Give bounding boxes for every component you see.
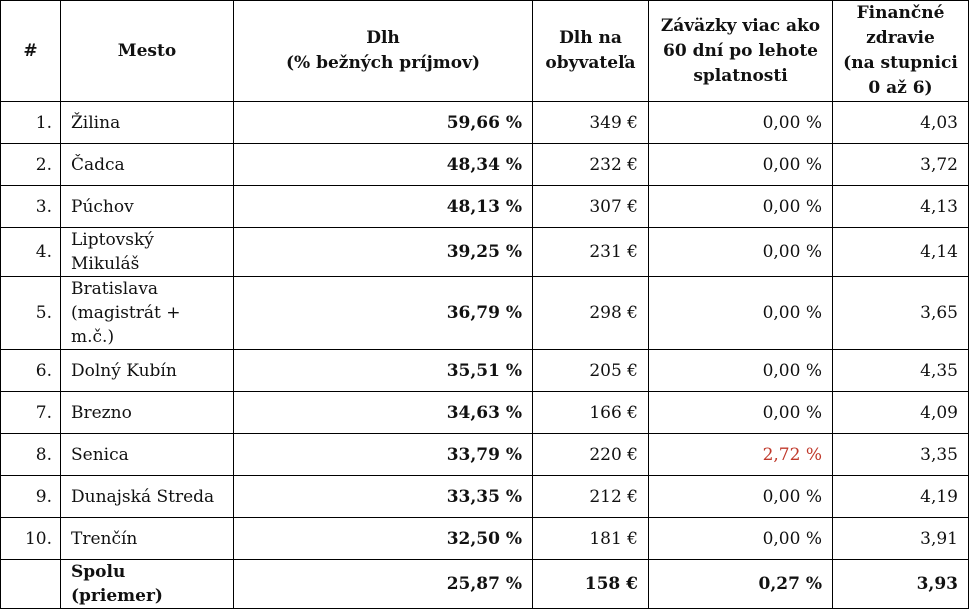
health-cell: 4,03: [833, 102, 969, 144]
header-per-capita: [533, 1, 649, 102]
table-row: [1, 476, 969, 518]
total-rank-cell: [1, 560, 61, 609]
table-row: [1, 228, 969, 277]
city-name: Bratislava: [71, 279, 159, 299]
header-rank: #: [1, 1, 61, 102]
table-row: [1, 518, 969, 560]
overdue-cell: 0,00 %: [649, 392, 833, 434]
header-overdue: [649, 1, 833, 102]
health-cell: 3,72: [833, 144, 969, 186]
per-capita-cell: 298 €: [533, 277, 649, 350]
city-cell: Brezno: [61, 392, 234, 434]
health-cell: 4,13: [833, 186, 969, 228]
rank-cell: 1.: [1, 102, 61, 144]
city-cell: Žilina: [61, 102, 234, 144]
overdue-cell: 0,00 %: [649, 518, 833, 560]
per-capita-cell: 232 €: [533, 144, 649, 186]
health-cell: 3,35: [833, 434, 969, 476]
header-health-line1: Finančné zdravie: [856, 3, 945, 48]
header-debt-line2: (% bežných príjmov): [285, 53, 481, 73]
table-row: [1, 186, 969, 228]
per-capita-cell: 349 €: [533, 102, 649, 144]
header-health-line2: (na stupnici 0 až 6): [843, 53, 958, 98]
health-cell: 3,65: [833, 277, 969, 350]
per-capita-cell: 231 €: [533, 228, 649, 277]
header-overdue-line2: 60 dní po lehote: [663, 40, 818, 61]
per-capita-cell: 212 €: [533, 476, 649, 518]
debt-cell: 36,79 %: [234, 277, 533, 350]
table-row: [1, 392, 969, 434]
debt-cell: 32,50 %: [234, 518, 533, 560]
health-cell: 4,19: [833, 476, 969, 518]
debt-cell: 39,25 %: [234, 228, 533, 277]
city-cell: Dunajská Streda: [61, 476, 234, 518]
debt-cell: 33,79 %: [234, 434, 533, 476]
rank-cell: 6.: [1, 350, 61, 392]
debt-cell: 35,51 %: [234, 350, 533, 392]
rank-cell: 8.: [1, 434, 61, 476]
header-row: [1, 1, 969, 102]
overdue-cell: 0,00 %: [649, 186, 833, 228]
per-capita-cell: 307 €: [533, 186, 649, 228]
rank-cell: 10.: [1, 518, 61, 560]
debt-cell: 34,63 %: [234, 392, 533, 434]
health-cell: 4,14: [833, 228, 969, 277]
total-health: 3,93: [833, 560, 969, 609]
total-per-capita: 158 €: [533, 560, 649, 609]
overdue-cell: 0,00 %: [649, 228, 833, 277]
table-row: [1, 434, 969, 476]
total-row: [1, 560, 969, 609]
overdue-cell-highlighted: 2,72 %: [649, 434, 833, 476]
per-capita-cell: 220 €: [533, 434, 649, 476]
debt-cell: 48,13 %: [234, 186, 533, 228]
city-cell: Púchov: [61, 186, 234, 228]
city-cell: Trenčín: [61, 518, 234, 560]
overdue-cell: 0,00 %: [649, 277, 833, 350]
health-cell: 4,35: [833, 350, 969, 392]
rank-cell: 4.: [1, 228, 61, 277]
overdue-cell: 0,00 %: [649, 476, 833, 518]
header-city: Mesto: [61, 1, 234, 102]
header-per-capita-line2: obyvateľa: [545, 53, 636, 73]
city-cell: Dolný Kubín: [61, 350, 234, 392]
rank-cell: 2.: [1, 144, 61, 186]
table-row: [1, 350, 969, 392]
total-label: Spolu (priemer): [61, 560, 234, 609]
debt-cell: 48,34 %: [234, 144, 533, 186]
rank-cell: 5.: [1, 277, 61, 350]
total-debt: 25,87 %: [234, 560, 533, 609]
debt-cell: 59,66 %: [234, 102, 533, 144]
per-capita-cell: 181 €: [533, 518, 649, 560]
header-per-capita-line1: Dlh na: [559, 28, 622, 48]
table-row: [1, 102, 969, 144]
header-overdue-line3: splatnosti: [693, 65, 788, 86]
health-cell: 4,09: [833, 392, 969, 434]
header-health: [833, 1, 969, 102]
city-cell: [61, 277, 234, 350]
city-cell: Liptovský Mikuláš: [61, 228, 234, 277]
total-overdue: 0,27 %: [649, 560, 833, 609]
per-capita-cell: 166 €: [533, 392, 649, 434]
table-row: [1, 277, 969, 350]
overdue-cell: 0,00 %: [649, 102, 833, 144]
overdue-cell: 0,00 %: [649, 350, 833, 392]
header-debt: [234, 1, 533, 102]
header-overdue-line1: Záväzky viac ako: [660, 15, 821, 36]
city-cell: Čadca: [61, 144, 234, 186]
rank-cell: 3.: [1, 186, 61, 228]
city-cell: Senica: [61, 434, 234, 476]
rank-cell: 9.: [1, 476, 61, 518]
debt-cell: 33,35 %: [234, 476, 533, 518]
rank-cell: 7.: [1, 392, 61, 434]
city-name-detail: (magistrát + m.č.): [71, 303, 181, 347]
header-debt-line1: Dlh: [366, 28, 400, 48]
health-cell: 3,91: [833, 518, 969, 560]
per-capita-cell: 205 €: [533, 350, 649, 392]
table-row: [1, 144, 969, 186]
overdue-cell: 0,00 %: [649, 144, 833, 186]
